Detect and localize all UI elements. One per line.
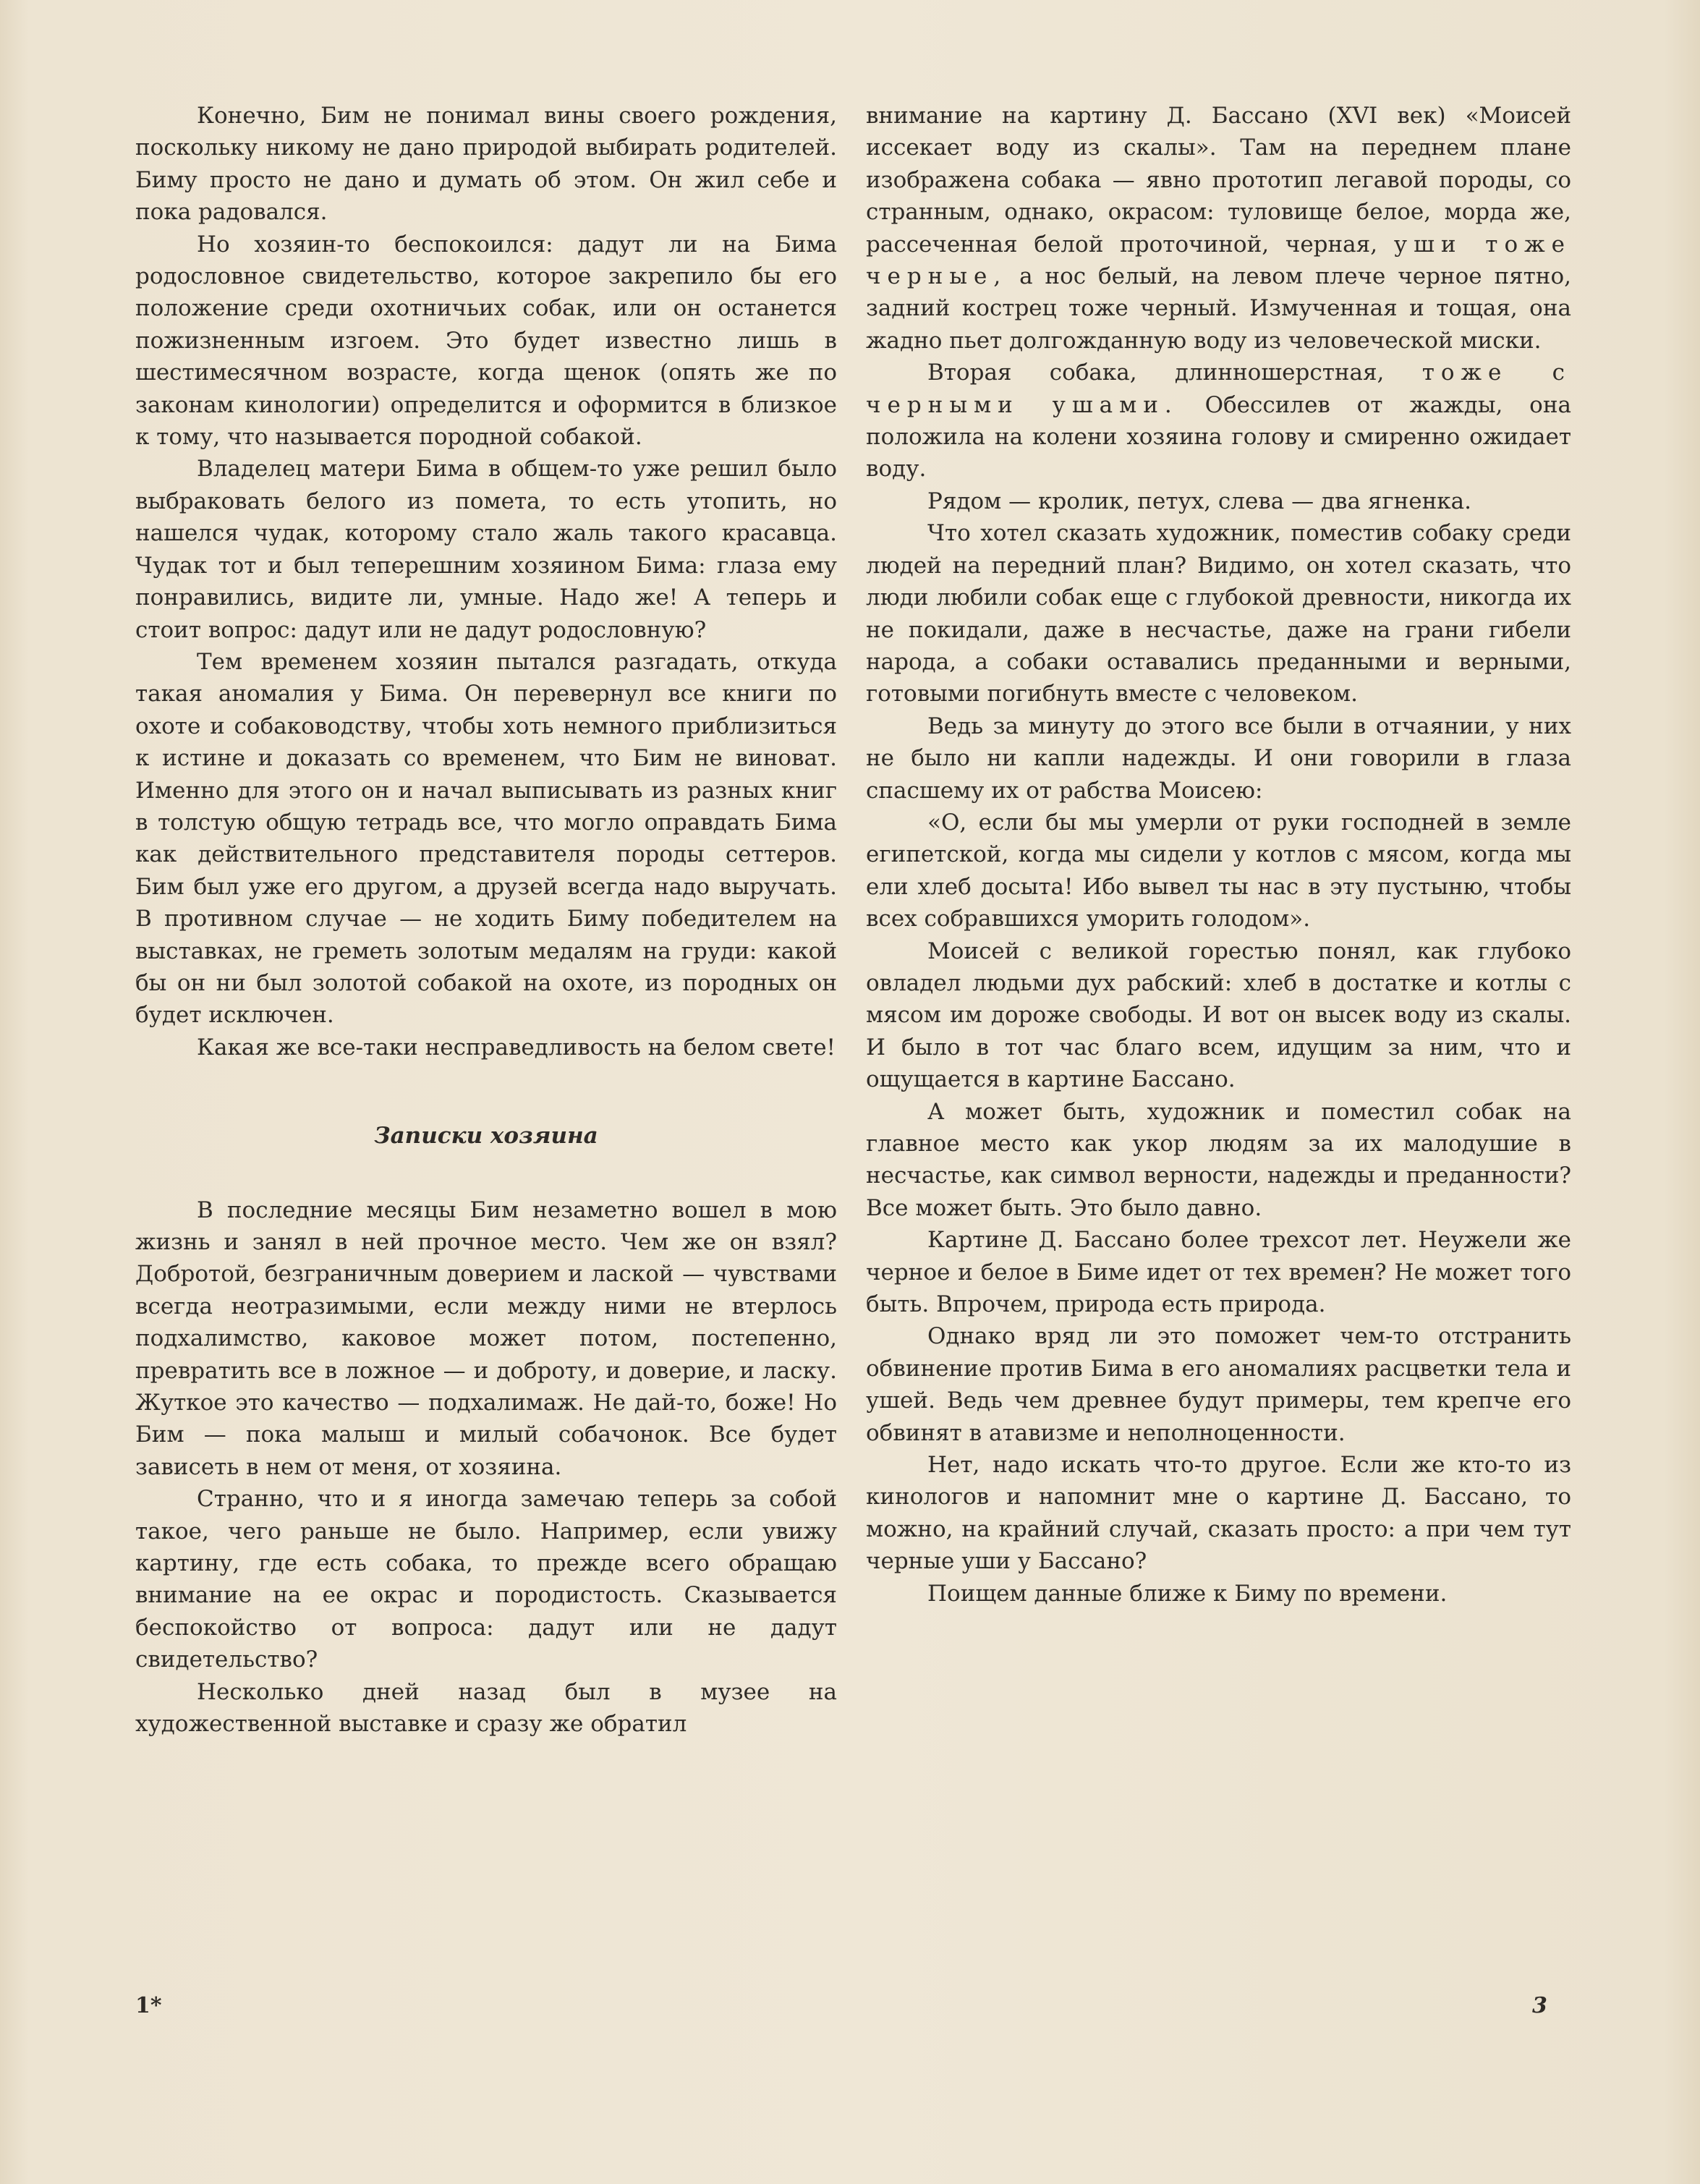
text-run: внимание на картину Д. Бассано (XVI век) «Моисей иссекает воду из скалы». Там на переднем плане изображена собака — явно прототип легавой породы, со странным, однако, окрасом: туловище белое, морда же, рассеченная белой проточиной, черная, bbox=[866, 103, 1571, 258]
paragraph: Владелец матери Бима в общем-то уже решил было выбраковать белого из помета, то есть утопить, но нашелся чудак, которому стало жаль такого красавца. Чудак тот и был теперешним хозяином Бима: глаза ему понравились, видите ли, умные. Надо же! А теперь и стоит вопрос: дадут или не дадут родословную? bbox=[135, 456, 837, 643]
page-number: 3 bbox=[1532, 1993, 1547, 2018]
paragraph: Несколько дней назад был в музее на художественной выставке и сразу же обратил bbox=[135, 1678, 837, 1738]
paragraph: Что хотел сказать художник, поместив собаку среди людей на передний план? Видимо, он хотел сказать, что люди любили собак еще с глубокой древности, никогда их не покидали, даже в несчастье, даже на грани гибели народа, а собаки оставались преданными и верными, готовыми погибнуть вместе с человеком. bbox=[866, 520, 1571, 708]
paragraph: А может быть, художник и поместил собак на главное место как укор людям за их малодушие в несчастье, как символ верности, надежды и преданности? Все может быть. Это было давно. bbox=[866, 1098, 1571, 1221]
paragraph: Рядом — кролик, петух, слева — два ягненка. bbox=[927, 488, 1471, 514]
paragraph: Но хозяин-то беспокоился: дадут ли на Бима родословное свидетельство, которое закрепило бы его положение среди охотничьих собак, или он останется пожизненным изгоем. Это будет известно лишь в шестимесячном возрасте, когда щенок (опять же по законам кинологии) определится и оформится в близкое к тому, что называется породной собакой. bbox=[135, 231, 837, 451]
paragraph: Конечно, Бим не понимал вины своего рождения, поскольку никому не дано природой выбирать родителей. Биму просто не дано и думать об этом. Он жил себе и пока радовался. bbox=[135, 103, 837, 226]
quotation: «О, если бы мы умерли от руки господней в земле египетской, когда мы сидели у котлов с мясом, когда мы ели хлеб досыта! Ибо вывел ты нас в эту пустыню, чтобы всех собравшихся уморить голодом». bbox=[866, 809, 1571, 932]
spaced-text: тоже с черными ушами. bbox=[866, 360, 1571, 418]
right-column bbox=[866, 100, 1571, 1610]
paragraph-continued bbox=[866, 100, 1571, 357]
paragraph: Картине Д. Бассано более трехсот лет. Неужели же черное и белое в Биме идет от тех времен? Не может того быть. Впрочем, природа есть природа. bbox=[866, 1227, 1571, 1318]
paragraph: В последние месяцы Бим незаметно вошел в мою жизнь и занял в ней прочное место. Чем же он взял? Добротой, безграничным доверием и лаской — чувствами всегда неотразимыми, если между ними не втерлось подхалимство, каковое может потом, постепенно, превратить все в ложное — и доброту, и доверие, и ласку. Жуткое это качество — подхалимаж. Не дай-то, боже! Но Бим — пока малыш и милый собачонок. Все будет зависеть в нем от меня, от хозяина. bbox=[135, 1197, 837, 1480]
paragraph: Ведь за минуту до этого все были в отчаянии, у них не было ни капли надежды. И они говорили в глаза спасшему их от рабства Моисею: bbox=[866, 713, 1571, 804]
spaced-text: уши тоже черные, bbox=[866, 231, 1571, 290]
paragraph: Нет, надо искать что-то другое. Если же кто-то из кинологов и напомнит мне о картине Д. Бассано, то можно, на крайний случай, сказать просто: а при чем тут черные уши у Бассано? bbox=[866, 1452, 1571, 1575]
paragraph bbox=[866, 357, 1571, 485]
text-run: Обессилев от жажды, она положила на колени хозяина голову и смиренно ожидает воду. bbox=[866, 391, 1571, 483]
paragraph: Тем временем хозяин пытался разгадать, откуда такая аномалия у Бима. Он перевернул все книги по охоте и собаководству, чтобы хоть немного приблизиться к истине и доказать со временем, что Бим не виноват. Именно для этого он и начал выписывать из разных книг в толстую общую тетрадь все, что могло оправдать Бима как действительного представителя породы сеттеров. Бим был уже его другом, а друзей всегда надо выручать. В противном случае — не ходить Биму победителем на выставках, не греметь золотым медалям на груди: какой бы он ни был золотой собакой на охоте, из породных он будет исключен. bbox=[135, 648, 837, 1029]
left-column bbox=[135, 100, 837, 1741]
paragraph: Поищем данные ближе к Биму по времени. bbox=[927, 1580, 1448, 1607]
paragraph: Моисей с великой горестью понял, как глубоко овладел людьми дух рабский: хлеб в достатке и котлы с мясом им дороже свободы. И вот он высек воду из скалы. И было в тот час благо всем, идущим за ним, что и ощущается в картине Бассано. bbox=[866, 938, 1571, 1093]
paragraph: Какая же все-таки несправедливость на белом свете! bbox=[197, 1034, 836, 1061]
paragraph: Странно, что и я иногда замечаю теперь за собой такое, чего раньше не было. Например, если увижу картину, где есть собака, то прежде всего обращаю внимание на ее окрас и породистость. Сказывается беспокойство от вопроса: дадут или не дадут свидетельство? bbox=[135, 1486, 837, 1673]
paragraph: Однако вряд ли это поможет чем-то отстранить обвинение против Бима в его аномалиях расцветки тела и ушей. Ведь чем древнее будут примеры, тем крепче его обвинят в атавизме и неполноценности. bbox=[866, 1323, 1571, 1446]
text-run: а нос белый, на левом плече черное пятно, задний кострец тоже черный. Измученная и тощая, она жадно пьет долгожданную воду из человеческой миски. bbox=[866, 263, 1571, 354]
section-heading: Записки хозяина bbox=[374, 1123, 598, 1150]
text-run: Вторая собака, длинношерстная, bbox=[927, 360, 1385, 386]
signature-mark: 1* bbox=[135, 1993, 162, 2018]
